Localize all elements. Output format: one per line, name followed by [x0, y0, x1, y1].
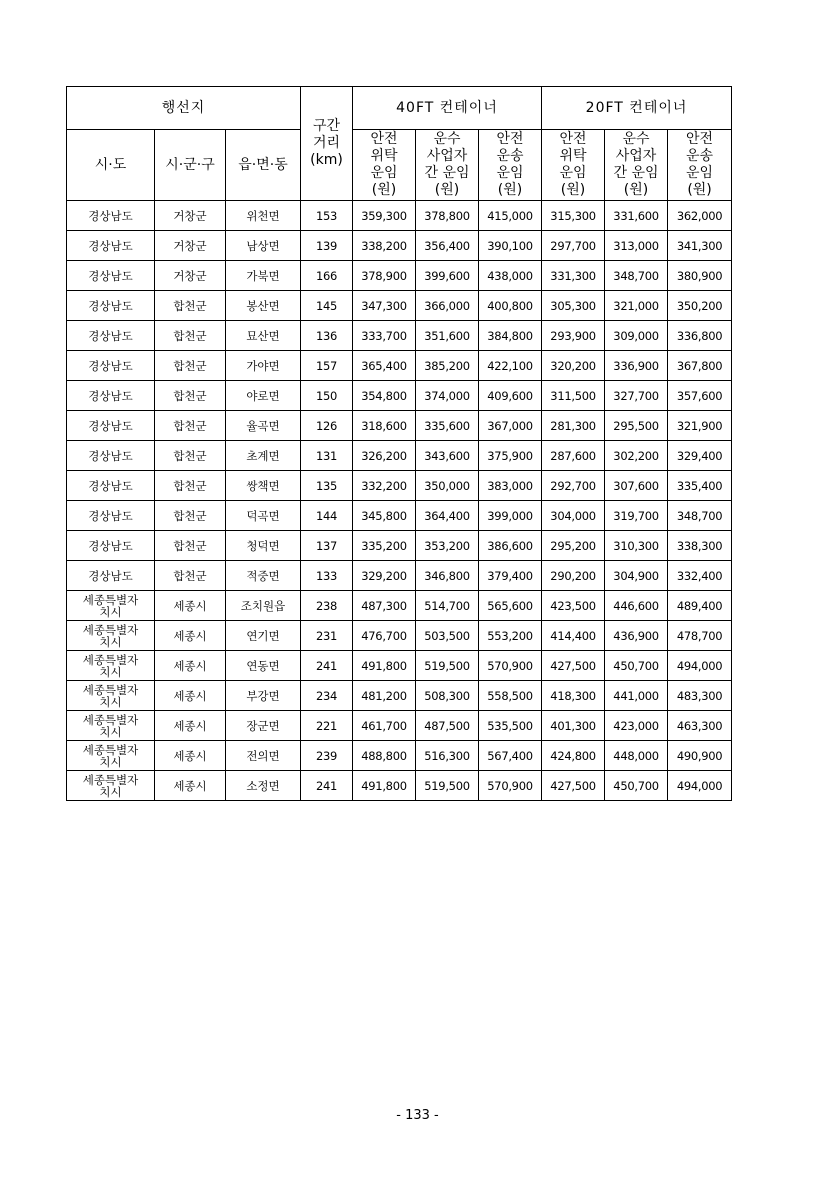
- city-cell: 세종시: [155, 711, 226, 741]
- province-cell: 경상남도: [67, 201, 155, 231]
- town-cell: 연기면: [226, 621, 301, 651]
- 20ft-commission-fee-cell: 304,000: [542, 501, 605, 531]
- 40ft-commission-fee-cell: 354,800: [353, 381, 416, 411]
- 20ft-carrier-fee-cell: 331,600: [605, 201, 668, 231]
- 20ft-transport-fee-cell: 463,300: [668, 711, 732, 741]
- 40ft-commission-fee-cell: 491,800: [353, 771, 416, 801]
- 20ft-commission-fee-cell: 427,500: [542, 651, 605, 681]
- distance-cell: 144: [301, 501, 353, 531]
- distance-cell: 157: [301, 351, 353, 381]
- 40ft-carrier-fee-cell: 503,500: [416, 621, 479, 651]
- 40ft-carrier-fee-cell: 385,200: [416, 351, 479, 381]
- 20ft-transport-fee-cell: 362,000: [668, 201, 732, 231]
- city-cell: 합천군: [155, 561, 226, 591]
- 40ft-carrier-fee-cell: 364,400: [416, 501, 479, 531]
- 20ft-commission-fee-cell: 315,300: [542, 201, 605, 231]
- town-cell: 쌍책면: [226, 471, 301, 501]
- city-header: 시·군·구: [155, 130, 226, 201]
- table-row: [67, 561, 732, 591]
- 40ft-commission-fee-header: 안전 위탁 운임 (원): [353, 130, 416, 201]
- 20ft-commission-fee-cell: 331,300: [542, 261, 605, 291]
- 40ft-commission-fee-cell: 476,700: [353, 621, 416, 651]
- 40ft-transport-fee-cell: 384,800: [479, 321, 542, 351]
- 20ft-commission-fee-cell: 423,500: [542, 591, 605, 621]
- town-cell: 묘산면: [226, 321, 301, 351]
- table-row: [67, 651, 732, 681]
- province-cell: 경상남도: [67, 411, 155, 441]
- table-row: [67, 471, 732, 501]
- 40ft-commission-fee-cell: 335,200: [353, 531, 416, 561]
- city-cell: 세종시: [155, 651, 226, 681]
- distance-cell: 231: [301, 621, 353, 651]
- province-cell: 세종특별자 치시: [67, 681, 155, 711]
- 20ft-transport-fee-cell: 483,300: [668, 681, 732, 711]
- 40ft-commission-fee-cell: 378,900: [353, 261, 416, 291]
- province-cell: 경상남도: [67, 321, 155, 351]
- 20ft-carrier-fee-cell: 310,300: [605, 531, 668, 561]
- province-cell: 세종특별자 치시: [67, 741, 155, 771]
- 40ft-commission-fee-cell: 338,200: [353, 231, 416, 261]
- distance-cell: 239: [301, 741, 353, 771]
- table-row: [67, 711, 732, 741]
- province-cell: 세종특별자 치시: [67, 771, 155, 801]
- distance-header: 구간 거리 (km): [301, 87, 353, 201]
- 20ft-carrier-fee-cell: 302,200: [605, 441, 668, 471]
- 40ft-carrier-fee-cell: 487,500: [416, 711, 479, 741]
- province-cell: 경상남도: [67, 561, 155, 591]
- 20ft-carrier-fee-cell: 348,700: [605, 261, 668, 291]
- 20ft-transport-fee-cell: 380,900: [668, 261, 732, 291]
- 40ft-carrier-fee-cell: 343,600: [416, 441, 479, 471]
- town-cell: 율곡면: [226, 411, 301, 441]
- 20ft-carrier-fee-cell: 423,000: [605, 711, 668, 741]
- 20ft-transport-fee-cell: 338,300: [668, 531, 732, 561]
- province-cell: 경상남도: [67, 501, 155, 531]
- town-cell: 봉산면: [226, 291, 301, 321]
- 20ft-transport-fee-cell: 494,000: [668, 651, 732, 681]
- distance-cell: 136: [301, 321, 353, 351]
- town-header: 읍·면·동: [226, 130, 301, 201]
- 40ft-transport-fee-cell: 409,600: [479, 381, 542, 411]
- 40ft-transport-fee-cell: 415,000: [479, 201, 542, 231]
- distance-cell: 131: [301, 441, 353, 471]
- table-row: [67, 231, 732, 261]
- 40ft-commission-fee-cell: 359,300: [353, 201, 416, 231]
- distance-cell: 135: [301, 471, 353, 501]
- 40ft-transport-fee-cell: 375,900: [479, 441, 542, 471]
- 20ft-transport-fee-cell: 494,000: [668, 771, 732, 801]
- table-row: [67, 411, 732, 441]
- 40ft-transport-fee-cell: 535,500: [479, 711, 542, 741]
- city-cell: 합천군: [155, 441, 226, 471]
- 40ft-carrier-fee-cell: 346,800: [416, 561, 479, 591]
- 20ft-carrier-fee-cell: 450,700: [605, 771, 668, 801]
- 40ft-carrier-fee-cell: 519,500: [416, 771, 479, 801]
- 40ft-carrier-fee-cell: 516,300: [416, 741, 479, 771]
- 40ft-commission-fee-cell: 488,800: [353, 741, 416, 771]
- 40ft-carrier-fee-cell: 519,500: [416, 651, 479, 681]
- 40ft-carrier-fee-cell: 399,600: [416, 261, 479, 291]
- 40ft-transport-fee-cell: 570,900: [479, 771, 542, 801]
- city-cell: 세종시: [155, 771, 226, 801]
- table-row: [67, 381, 732, 411]
- province-cell: 경상남도: [67, 291, 155, 321]
- town-cell: 남상면: [226, 231, 301, 261]
- 20ft-commission-fee-cell: 418,300: [542, 681, 605, 711]
- 20ft-carrier-fee-cell: 319,700: [605, 501, 668, 531]
- 40ft-commission-fee-cell: 332,200: [353, 471, 416, 501]
- 40ft-transport-fee-cell: 399,000: [479, 501, 542, 531]
- town-cell: 적중면: [226, 561, 301, 591]
- table-row: [67, 501, 732, 531]
- table-header: [67, 87, 732, 201]
- 20ft-commission-fee-cell: 295,200: [542, 531, 605, 561]
- 40ft-commission-fee-cell: 345,800: [353, 501, 416, 531]
- 20ft-carrier-fee-cell: 309,000: [605, 321, 668, 351]
- 20ft-carrier-fee-cell: 321,000: [605, 291, 668, 321]
- 20ft-commission-fee-cell: 401,300: [542, 711, 605, 741]
- 40ft-carrier-fee-cell: 514,700: [416, 591, 479, 621]
- 20ft-carrier-fee-header: 운수 사업자 간 운임 (원): [605, 130, 668, 201]
- 20ft-commission-fee-cell: 287,600: [542, 441, 605, 471]
- 40ft-transport-fee-cell: 400,800: [479, 291, 542, 321]
- 20ft-carrier-fee-cell: 304,900: [605, 561, 668, 591]
- 20ft-commission-fee-cell: 293,900: [542, 321, 605, 351]
- town-cell: 전의면: [226, 741, 301, 771]
- city-cell: 합천군: [155, 291, 226, 321]
- 20ft-transport-fee-cell: 336,800: [668, 321, 732, 351]
- 40ft-commission-fee-cell: 326,200: [353, 441, 416, 471]
- 40ft-commission-fee-cell: 318,600: [353, 411, 416, 441]
- 40ft-carrier-fee-cell: 366,000: [416, 291, 479, 321]
- 20ft-carrier-fee-cell: 336,900: [605, 351, 668, 381]
- 20ft-commission-fee-cell: 424,800: [542, 741, 605, 771]
- 40ft-transport-fee-cell: 379,400: [479, 561, 542, 591]
- 20ft-transport-fee-cell: 321,900: [668, 411, 732, 441]
- distance-cell: 133: [301, 561, 353, 591]
- city-cell: 합천군: [155, 351, 226, 381]
- city-cell: 세종시: [155, 621, 226, 651]
- province-cell: 경상남도: [67, 471, 155, 501]
- province-cell: 세종특별자 치시: [67, 711, 155, 741]
- 40ft-transport-fee-header: 안전 운송 운임 (원): [479, 130, 542, 201]
- destination-header: 행선지: [67, 87, 301, 130]
- container-20ft-header: 20FT 컨테이너: [542, 87, 732, 130]
- 20ft-carrier-fee-cell: 313,000: [605, 231, 668, 261]
- table-row: [67, 441, 732, 471]
- distance-cell: 126: [301, 411, 353, 441]
- 20ft-carrier-fee-cell: 295,500: [605, 411, 668, 441]
- 40ft-carrier-fee-cell: 351,600: [416, 321, 479, 351]
- 40ft-transport-fee-cell: 422,100: [479, 351, 542, 381]
- city-cell: 합천군: [155, 471, 226, 501]
- distance-cell: 137: [301, 531, 353, 561]
- 20ft-carrier-fee-cell: 436,900: [605, 621, 668, 651]
- 40ft-transport-fee-cell: 383,000: [479, 471, 542, 501]
- town-cell: 장군면: [226, 711, 301, 741]
- 40ft-carrier-fee-cell: 356,400: [416, 231, 479, 261]
- distance-cell: 166: [301, 261, 353, 291]
- 20ft-commission-fee-header: 안전 위탁 운임 (원): [542, 130, 605, 201]
- city-cell: 합천군: [155, 531, 226, 561]
- town-cell: 연동면: [226, 651, 301, 681]
- 20ft-carrier-fee-cell: 446,600: [605, 591, 668, 621]
- town-cell: 부강면: [226, 681, 301, 711]
- 20ft-commission-fee-cell: 290,200: [542, 561, 605, 591]
- 20ft-commission-fee-cell: 292,700: [542, 471, 605, 501]
- 20ft-carrier-fee-cell: 448,000: [605, 741, 668, 771]
- freight-rate-table: [66, 86, 732, 801]
- 40ft-commission-fee-cell: 461,700: [353, 711, 416, 741]
- 40ft-carrier-fee-cell: 335,600: [416, 411, 479, 441]
- 20ft-commission-fee-cell: 311,500: [542, 381, 605, 411]
- city-cell: 세종시: [155, 681, 226, 711]
- province-cell: 경상남도: [67, 231, 155, 261]
- province-cell: 세종특별자 치시: [67, 621, 155, 651]
- distance-cell: 153: [301, 201, 353, 231]
- table-row: [67, 261, 732, 291]
- 20ft-commission-fee-cell: 297,700: [542, 231, 605, 261]
- distance-cell: 150: [301, 381, 353, 411]
- 20ft-carrier-fee-cell: 450,700: [605, 651, 668, 681]
- city-cell: 거창군: [155, 231, 226, 261]
- town-cell: 위천면: [226, 201, 301, 231]
- 20ft-transport-fee-cell: 367,800: [668, 351, 732, 381]
- 40ft-transport-fee-cell: 386,600: [479, 531, 542, 561]
- 40ft-commission-fee-cell: 347,300: [353, 291, 416, 321]
- 20ft-transport-fee-cell: 335,400: [668, 471, 732, 501]
- 40ft-carrier-fee-cell: 378,800: [416, 201, 479, 231]
- city-cell: 거창군: [155, 201, 226, 231]
- province-cell: 경상남도: [67, 351, 155, 381]
- 40ft-transport-fee-cell: 367,000: [479, 411, 542, 441]
- city-cell: 세종시: [155, 591, 226, 621]
- table-row: [67, 591, 732, 621]
- 40ft-transport-fee-cell: 567,400: [479, 741, 542, 771]
- container-40ft-header: 40FT 컨테이너: [353, 87, 542, 130]
- town-cell: 덕곡면: [226, 501, 301, 531]
- 20ft-commission-fee-cell: 414,400: [542, 621, 605, 651]
- distance-cell: 241: [301, 771, 353, 801]
- 40ft-transport-fee-cell: 558,500: [479, 681, 542, 711]
- distance-cell: 221: [301, 711, 353, 741]
- province-cell: 경상남도: [67, 381, 155, 411]
- distance-cell: 139: [301, 231, 353, 261]
- 40ft-carrier-fee-cell: 374,000: [416, 381, 479, 411]
- 40ft-transport-fee-cell: 570,900: [479, 651, 542, 681]
- 40ft-carrier-fee-cell: 353,200: [416, 531, 479, 561]
- town-cell: 조치원읍: [226, 591, 301, 621]
- table-row: [67, 321, 732, 351]
- province-cell: 경상남도: [67, 441, 155, 471]
- city-cell: 거창군: [155, 261, 226, 291]
- 40ft-commission-fee-cell: 365,400: [353, 351, 416, 381]
- page-number: - 133 -: [396, 1108, 439, 1123]
- 20ft-carrier-fee-cell: 441,000: [605, 681, 668, 711]
- 20ft-transport-fee-cell: 348,700: [668, 501, 732, 531]
- 40ft-transport-fee-cell: 438,000: [479, 261, 542, 291]
- 20ft-commission-fee-cell: 427,500: [542, 771, 605, 801]
- town-cell: 초계면: [226, 441, 301, 471]
- town-cell: 청덕면: [226, 531, 301, 561]
- 40ft-carrier-fee-cell: 350,000: [416, 471, 479, 501]
- province-cell: 경상남도: [67, 531, 155, 561]
- 20ft-carrier-fee-cell: 327,700: [605, 381, 668, 411]
- 40ft-commission-fee-cell: 481,200: [353, 681, 416, 711]
- 40ft-transport-fee-cell: 553,200: [479, 621, 542, 651]
- table-row: [67, 351, 732, 381]
- town-cell: 야로면: [226, 381, 301, 411]
- city-cell: 합천군: [155, 411, 226, 441]
- city-cell: 합천군: [155, 321, 226, 351]
- table-row: [67, 531, 732, 561]
- distance-cell: 241: [301, 651, 353, 681]
- city-cell: 합천군: [155, 381, 226, 411]
- table-row: [67, 741, 732, 771]
- 40ft-commission-fee-cell: 329,200: [353, 561, 416, 591]
- town-cell: 소정면: [226, 771, 301, 801]
- 20ft-transport-fee-cell: 332,400: [668, 561, 732, 591]
- table-row: [67, 771, 732, 801]
- 20ft-transport-fee-cell: 489,400: [668, 591, 732, 621]
- town-cell: 가북면: [226, 261, 301, 291]
- province-cell: 세종특별자 치시: [67, 591, 155, 621]
- table-row: [67, 201, 732, 231]
- table-row: [67, 621, 732, 651]
- province-header: 시·도: [67, 130, 155, 201]
- city-cell: 세종시: [155, 741, 226, 771]
- 40ft-transport-fee-cell: 565,600: [479, 591, 542, 621]
- 40ft-commission-fee-cell: 487,300: [353, 591, 416, 621]
- distance-cell: 234: [301, 681, 353, 711]
- 20ft-commission-fee-cell: 281,300: [542, 411, 605, 441]
- distance-cell: 145: [301, 291, 353, 321]
- 20ft-transport-fee-cell: 350,200: [668, 291, 732, 321]
- 20ft-transport-fee-cell: 490,900: [668, 741, 732, 771]
- 40ft-carrier-fee-cell: 508,300: [416, 681, 479, 711]
- city-cell: 합천군: [155, 501, 226, 531]
- 20ft-transport-fee-header: 안전 운송 운임 (원): [668, 130, 732, 201]
- 20ft-transport-fee-cell: 357,600: [668, 381, 732, 411]
- table-row: [67, 291, 732, 321]
- 40ft-carrier-fee-header: 운수 사업자 간 운임 (원): [416, 130, 479, 201]
- 20ft-transport-fee-cell: 329,400: [668, 441, 732, 471]
- distance-cell: 238: [301, 591, 353, 621]
- province-cell: 세종특별자 치시: [67, 651, 155, 681]
- 20ft-carrier-fee-cell: 307,600: [605, 471, 668, 501]
- 20ft-commission-fee-cell: 305,300: [542, 291, 605, 321]
- 40ft-commission-fee-cell: 333,700: [353, 321, 416, 351]
- table-row: [67, 681, 732, 711]
- 20ft-transport-fee-cell: 341,300: [668, 231, 732, 261]
- 40ft-transport-fee-cell: 390,100: [479, 231, 542, 261]
- 40ft-commission-fee-cell: 491,800: [353, 651, 416, 681]
- town-cell: 가야면: [226, 351, 301, 381]
- province-cell: 경상남도: [67, 261, 155, 291]
- table-body: [67, 201, 732, 801]
- 20ft-transport-fee-cell: 478,700: [668, 621, 732, 651]
- 20ft-commission-fee-cell: 320,200: [542, 351, 605, 381]
